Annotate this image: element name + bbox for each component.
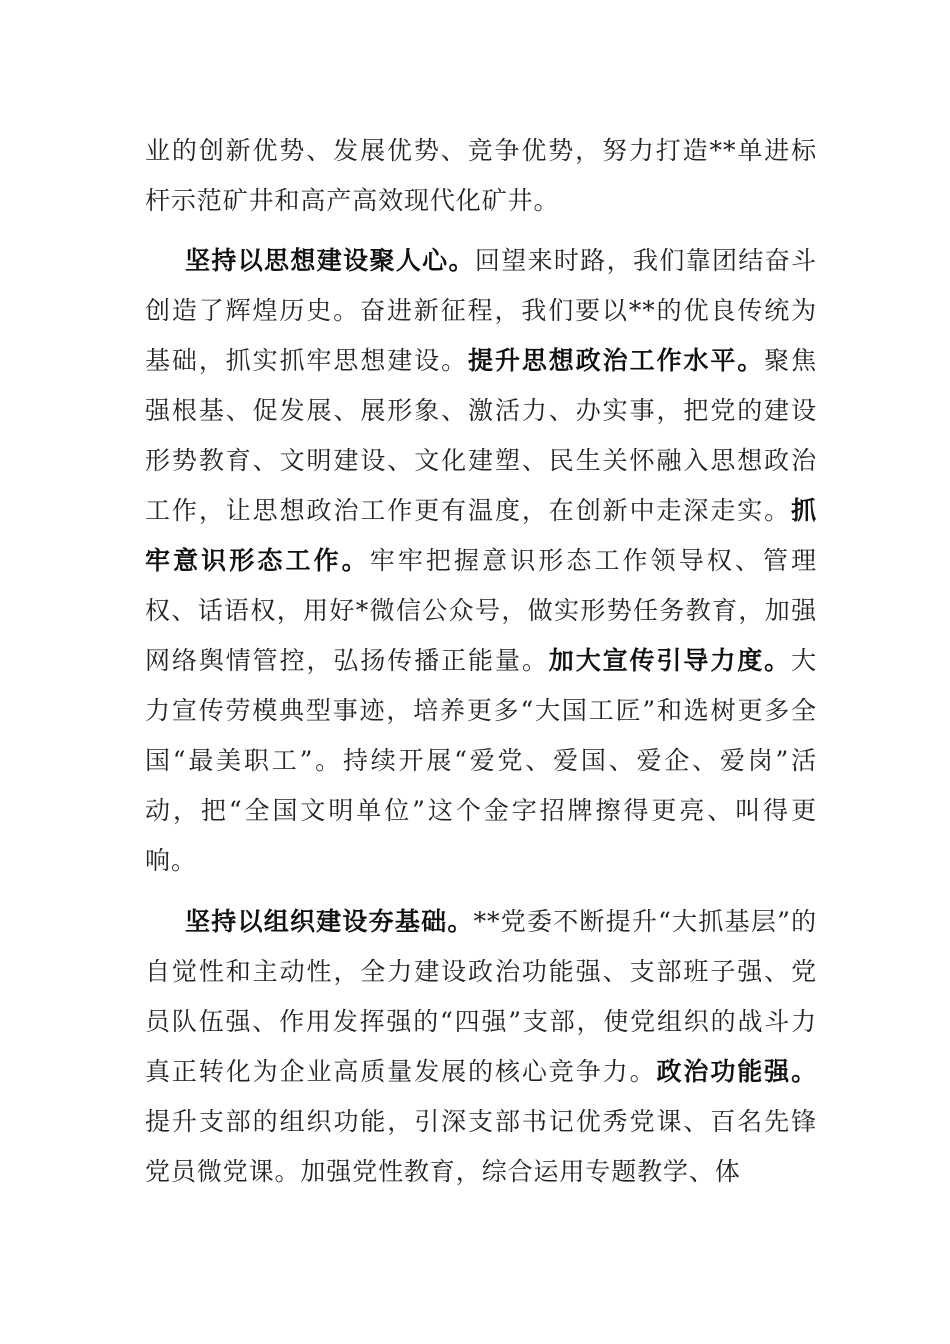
bold-heading-run: 坚持以组织建设夯基础。	[185, 907, 474, 936]
text-run: 回望来时路，我们靠团结奋斗创造了辉煌历史。奋进新征程，我们要以**的优良传统为基础，抓实抓牢思想建设。	[145, 246, 817, 375]
bold-heading-run: 加大宣传引导力度。	[548, 646, 792, 675]
bold-heading-run: 坚持以思想建设聚人心。	[185, 246, 475, 275]
bold-heading-run: 提升思想政治工作水平。	[468, 346, 765, 375]
paragraph-spacer	[145, 226, 817, 236]
paragraph-1	[145, 126, 817, 226]
text-run: 大力宣传劳模典型事迹，培养更多“大国工匠”和选树更多全国“最美职工”。持续开展“爱党、爱国、爱企、爱岗”活动，把“全国文明单位”这个金字招牌擦得更亮、叫得更响。	[145, 646, 817, 875]
text-run: 牢牢把握意识形态工作领导权、管理权、话语权，用好*微信公众号，做实形势任务教育，加强网络舆情管控，弘扬传播正能量。	[145, 546, 817, 675]
text-run: 业的创新优势、发展优势、竞争优势，努力打造**单进标杆示范矿井和高产高效现代化矿井。	[145, 136, 817, 215]
text-run: 提升支部的组织功能，引深支部书记优秀党课、百名先锋党员微党课。加强党性教育，综合运用专题教学、体	[145, 1107, 817, 1186]
bold-heading-run: 抓牢意识形态工作。	[145, 496, 817, 575]
paragraph-2	[145, 236, 817, 886]
paragraph-3	[145, 897, 817, 1197]
text-run: 聚焦强根基、促发展、展形象、激活力、办实事，把党的建设形势教育、文明建设、文化建塑、民生关怀融入思想政治工作，让思想政治工作更有温度，在创新中走深走实。	[145, 346, 817, 525]
paragraph-spacer	[145, 886, 817, 897]
document-body	[145, 126, 817, 1197]
text-run: **党委不断提升“大抓基层”的自觉性和主动性，全力建设政治功能强、支部班子强、党员队伍强、作用发挥强的“四强”支部，使党组织的战斗力真正转化为企业高质量发展的核心竞争力。	[145, 907, 818, 1086]
bold-heading-run: 政治功能强。	[656, 1057, 818, 1086]
